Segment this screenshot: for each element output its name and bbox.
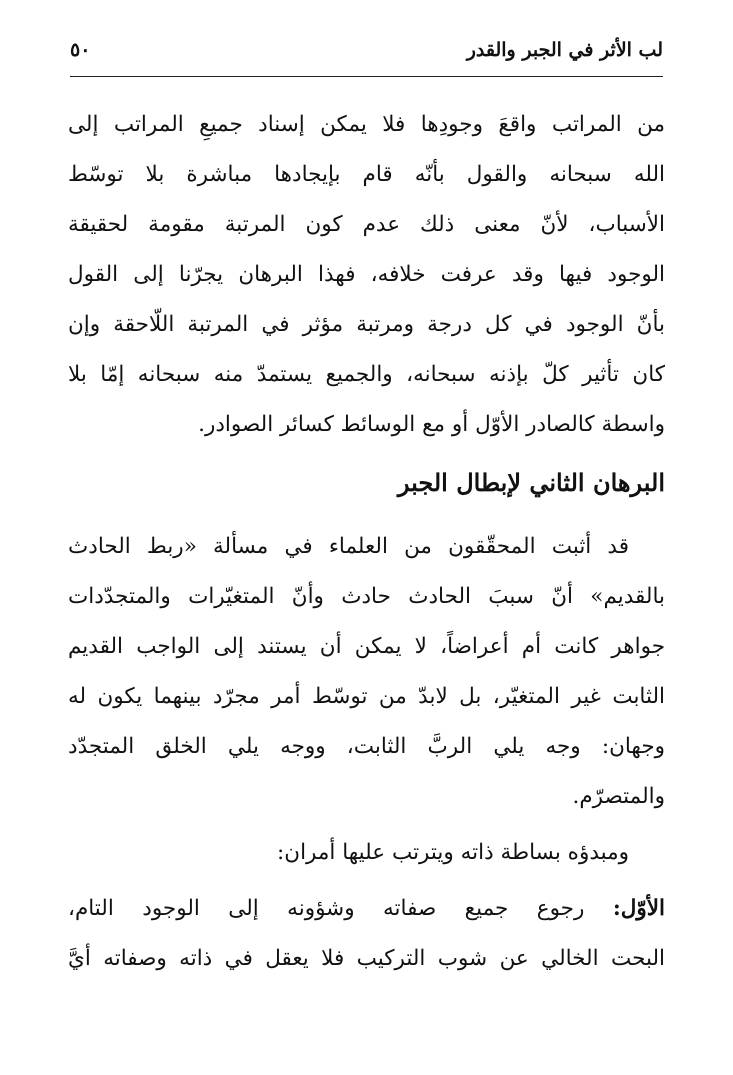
paragraph-3 [68, 828, 665, 878]
text-line: من المراتب واقعَ وجودِها فلا يمكن إسناد جميعِ المراتب إلى [68, 112, 665, 137]
paragraph-2 [68, 522, 665, 822]
text-line: واسطة كالصادر الأوّل أو مع الوسائط كسائر الصوادر. [198, 412, 665, 437]
text-line [68, 884, 665, 934]
header-divider [70, 76, 663, 77]
page-number: ٥٠ [70, 39, 91, 61]
text-line: قد أثبت المحقّقون من العلماء في مسألة «ربط الحادث [68, 534, 629, 559]
running-title: لب الأثر في الجبر والقدر [466, 39, 663, 61]
section-heading: البرهان الثاني لإبطال الجبر [397, 468, 665, 497]
text-line: البحت الخالي عن شوب التركيب فلا يعقل في ذاته وصفاته أيَّ [68, 946, 665, 971]
text-line: وجهان: وجه يلي الربَّ الثابت، ووجه يلي الخلق المتجدّد [68, 734, 665, 759]
page-body [68, 100, 665, 984]
text-line: الأسباب، لأنّ معنى ذلك عدم كون المرتبة مقومة لحقيقة [68, 212, 665, 237]
text-line: ومبدؤه بساطة ذاته ويترتب عليها أمران: [277, 840, 629, 865]
running-header [70, 30, 663, 70]
text-line: الثابت غير المتغيّر، بل لابدّ من توسّط أمر مجرّد بينهما يكون له [68, 684, 665, 709]
item-lead: الأوّل: [612, 896, 665, 921]
text-line: كان تأثير كلّ بإذنه سبحانه، والجميع يستمدّ منه سبحانه إمّا بلا [68, 362, 665, 387]
paragraph-1 [68, 100, 665, 450]
text-line: بالقديم» أنّ سببَ الحادث حادث وأنّ المتغيّرات والمتجدّدات [68, 584, 665, 609]
text-line: الوجود فيها وقد عرفت خلافه، فهذا البرهان يجرّنا إلى القول [68, 262, 665, 287]
text-line: والمتصرّم. [572, 784, 665, 809]
text-line: جواهر كانت أم أعراضاً، لا يمكن أن يستند إلى الواجب القديم [68, 634, 665, 659]
paragraph-4 [68, 884, 665, 984]
text-line: الله سبحانه والقول بأنّه قام بإيجادها مباشرة بلا توسّط [68, 162, 665, 187]
item-text: رجوع جميع صفاته وشؤونه إلى الوجود التام، [68, 896, 613, 921]
text-line: بأنّ الوجود في كل درجة ومرتبة مؤثر في المرتبة اللّاحقة وإن [68, 312, 665, 337]
